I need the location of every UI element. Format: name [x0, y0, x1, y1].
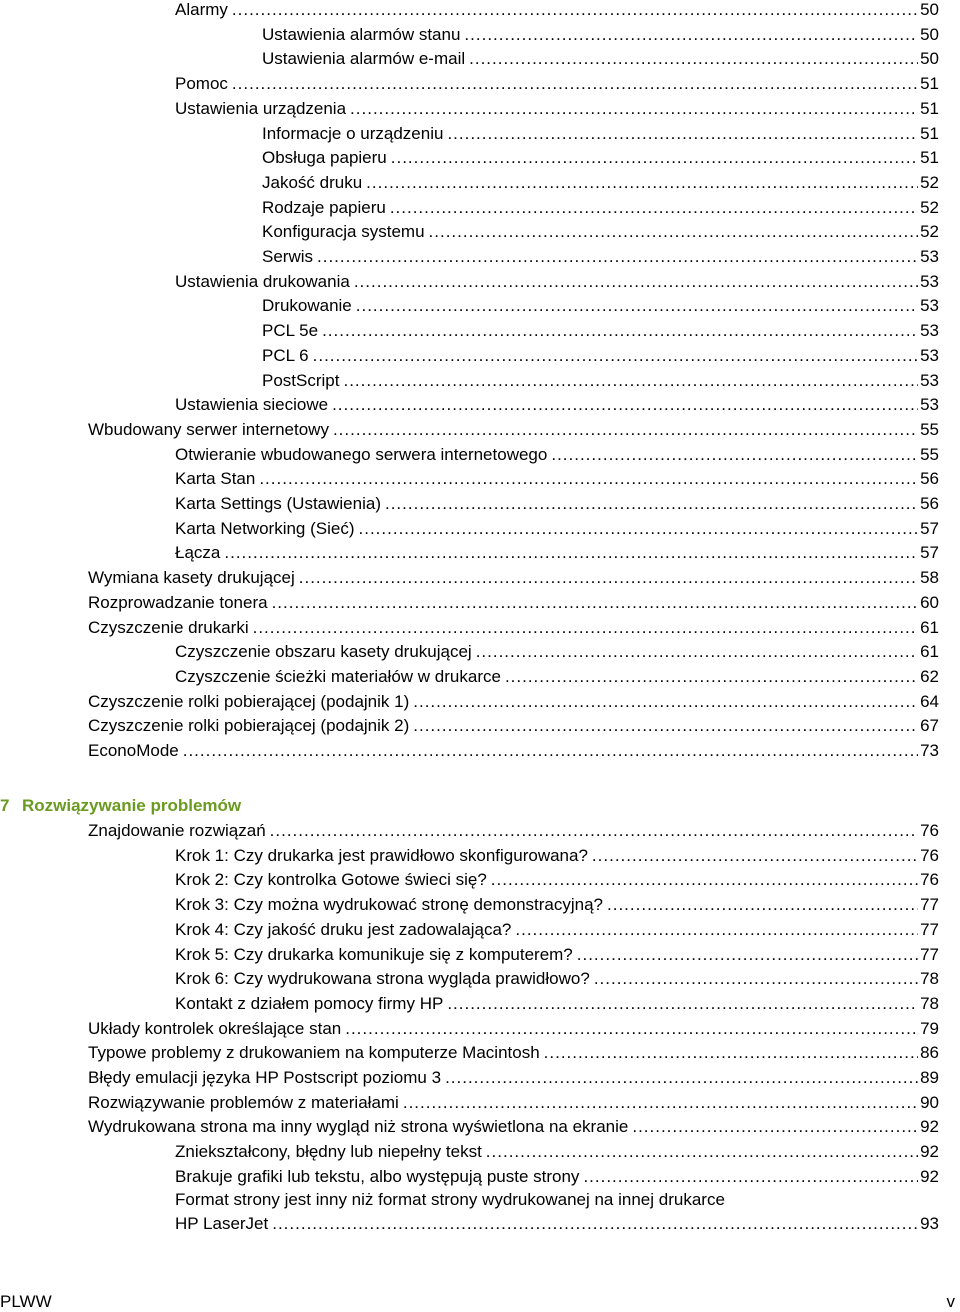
leader-dots — [486, 1140, 918, 1165]
leader-dots — [515, 918, 918, 943]
toc-entry[interactable] — [88, 1115, 939, 1140]
toc-entry[interactable] — [88, 591, 939, 616]
toc-entry-text: Czyszczenie drukarki — [88, 617, 249, 637]
toc-entry[interactable] — [88, 566, 939, 591]
footer-page-number: v — [946, 1292, 955, 1311]
toc-entry-page: 51 — [920, 123, 939, 143]
toc-entry[interactable] — [262, 47, 939, 72]
toc-entry[interactable] — [175, 443, 939, 468]
toc-entry-page: 67 — [920, 716, 939, 736]
toc-entry[interactable] — [88, 1041, 939, 1066]
leader-dots — [350, 97, 918, 122]
toc-entry[interactable] — [88, 1066, 939, 1091]
toc-entry-text: Drukowanie — [262, 296, 352, 316]
leader-dots — [345, 1017, 918, 1042]
toc-entry-page: 53 — [920, 271, 939, 291]
toc-entry-text: Ustawienia drukowania — [175, 271, 350, 291]
toc-entry[interactable] — [88, 1091, 939, 1116]
toc-entry[interactable] — [175, 492, 939, 517]
toc-entry-page: 55 — [920, 419, 939, 439]
toc-entry-text: Czyszczenie rolki pobierającej (podajnik 2) — [88, 716, 410, 736]
toc-entry-text: Czyszczenie obszaru kasety drukującej — [175, 642, 472, 662]
toc-entry[interactable] — [175, 967, 939, 992]
leader-dots — [583, 1165, 918, 1190]
toc-entry-page: 53 — [920, 321, 939, 341]
toc-entry-text: Czyszczenie ścieżki materiałów w drukarce — [175, 666, 501, 686]
toc-entry[interactable] — [88, 418, 939, 443]
toc-entry-page: 52 — [920, 172, 939, 192]
toc-entry-text: Wymiana kasety drukującej — [88, 568, 295, 588]
toc-entry[interactable] — [175, 1140, 939, 1165]
toc-entry[interactable] — [88, 819, 939, 844]
toc-entry-text: Wbudowany serwer internetowy — [88, 419, 329, 439]
toc-entry[interactable] — [175, 868, 939, 893]
toc-entry-page: 53 — [920, 296, 939, 316]
toc-entry-page: 77 — [920, 919, 939, 939]
toc-entry[interactable] — [88, 739, 939, 764]
toc-entry-page: 92 — [920, 1142, 939, 1162]
toc-entry[interactable] — [175, 844, 939, 869]
toc-entry-page: 53 — [920, 247, 939, 266]
leader-dots — [476, 640, 918, 665]
toc-entry[interactable] — [175, 640, 939, 665]
leader-dots — [391, 146, 918, 171]
toc-entry-text: Ustawienia alarmów e-mail — [262, 49, 466, 69]
toc-entry-text: PostScript — [262, 370, 340, 390]
toc-entry[interactable] — [262, 220, 939, 245]
toc-entry[interactable] — [262, 294, 939, 319]
leader-dots — [299, 566, 918, 591]
leader-dots — [413, 690, 918, 715]
toc-entry-page: 58 — [920, 568, 939, 588]
toc-entry-page: 79 — [920, 1018, 939, 1038]
leader-dots — [272, 1212, 918, 1237]
leader-dots — [577, 943, 918, 968]
toc-entry-page: 61 — [920, 617, 939, 637]
toc-entry-page: 62 — [920, 666, 939, 686]
toc-entry-text: Czyszczenie rolki pobierającej (podajnik 1) — [88, 691, 410, 711]
toc-entry[interactable] — [175, 517, 939, 542]
leader-dots — [413, 714, 918, 739]
toc-entry-text: Typowe problemy z drukowaniem na komputerze Macintosh — [88, 1043, 540, 1063]
toc-entry-text: Karta Settings (Ustawienia) — [175, 494, 381, 513]
toc-entry-page: 64 — [920, 691, 939, 711]
toc-entry-text: Wydrukowana strona ma inny wygląd niż strona wyświetlona na ekranie — [88, 1117, 629, 1137]
leader-dots — [592, 844, 918, 869]
toc-entry-text: Brakuje grafiki lub tekstu, albo występują puste strony — [175, 1166, 580, 1186]
toc-entry-text: Łącza — [175, 543, 221, 563]
chapter-number: 7 — [0, 796, 10, 815]
toc-entry-text: Jakość druku — [262, 172, 363, 192]
toc-entry-text: Ustawienia sieciowe — [175, 395, 329, 415]
toc-entry-page: 61 — [920, 642, 939, 662]
toc-entry[interactable] — [175, 541, 939, 566]
toc-entry[interactable] — [175, 992, 939, 1017]
toc-entry-page: 50 — [920, 24, 939, 44]
leader-dots — [317, 245, 918, 270]
leader-dots — [607, 893, 918, 918]
leader-dots — [232, 72, 918, 97]
toc-entry[interactable] — [175, 97, 939, 122]
toc-entry[interactable] — [175, 943, 939, 968]
toc-entry[interactable] — [175, 893, 939, 918]
toc-entry-page: 50 — [920, 0, 939, 19]
toc-entry[interactable] — [262, 146, 939, 171]
toc-entry-text: Krok 4: Czy jakość druku jest zadowalająca? — [175, 919, 512, 939]
leader-dots — [551, 443, 918, 468]
leader-dots — [270, 819, 918, 844]
toc-entry[interactable] — [175, 918, 939, 943]
toc-entry[interactable] — [262, 196, 939, 221]
toc-entry-page: 53 — [920, 370, 939, 390]
toc-entry-page: 73 — [920, 741, 939, 760]
toc-entry-text: Krok 5: Czy drukarka komunikuje się z komputerem? — [175, 944, 573, 964]
leader-dots — [429, 220, 919, 245]
leader-dots — [232, 0, 918, 23]
toc-entry-page: 92 — [920, 1117, 939, 1137]
toc-entry-page: 89 — [920, 1068, 939, 1087]
toc-entry-page: 55 — [920, 444, 939, 464]
leader-dots — [356, 294, 918, 319]
leader-dots — [224, 541, 918, 566]
toc-entry-page: 76 — [920, 870, 939, 890]
toc-entry[interactable] — [175, 467, 939, 492]
leader-dots — [366, 171, 918, 196]
toc-entry[interactable] — [175, 393, 939, 418]
leader-dots — [322, 319, 918, 344]
toc-entry-text: Obsługa papieru — [262, 148, 387, 168]
toc-entry-text: Rodzaje papieru — [262, 197, 386, 217]
toc-entry-text: Zniekształcony, błędny lub niepełny tekst — [175, 1142, 482, 1162]
toc-entry-text: Krok 1: Czy drukarka jest prawidłowo skonfigurowana? — [175, 845, 588, 865]
toc-entry-page: 52 — [920, 197, 939, 217]
toc-entry-page: 93 — [920, 1214, 939, 1233]
toc-entry-page: 76 — [920, 845, 939, 865]
toc-entry[interactable] — [88, 690, 939, 715]
toc-entry[interactable] — [262, 344, 939, 369]
toc-entry-text: Krok 6: Czy wydrukowana strona wygląda prawidłowo? — [175, 969, 590, 989]
toc-entry-text: Kontakt z działem pomocy firmy HP — [175, 993, 444, 1013]
toc-entry-page: 78 — [920, 993, 939, 1013]
toc-entry-page: 57 — [920, 518, 939, 538]
toc-entry-text: Karta Stan — [175, 469, 256, 489]
toc-entry-page: 53 — [920, 395, 939, 415]
toc-entry-text: Karta Networking (Sieć) — [175, 518, 355, 538]
toc-entry-page: 78 — [920, 969, 939, 989]
toc-entry-text: Układy kontrolek określające stan — [88, 1018, 342, 1038]
toc-entry-text: Rozwiązywanie problemów z materiałami — [88, 1092, 399, 1112]
toc-entry[interactable] — [262, 23, 939, 48]
toc-entry[interactable] — [175, 72, 939, 97]
toc-entry[interactable] — [262, 319, 939, 344]
toc-entry-page: 51 — [920, 98, 939, 118]
toc-entry-page: 57 — [920, 543, 939, 563]
footer-left: PLWW — [0, 1292, 52, 1311]
toc-entry-wrapped-line2[interactable] — [175, 1212, 939, 1237]
toc-entry-page: 50 — [920, 49, 939, 69]
toc-entry-text: EconoMode — [88, 741, 179, 760]
leader-dots — [632, 1115, 918, 1140]
toc-entry-text: Informacje o urządzeniu — [262, 123, 444, 143]
toc-entry-text: Otwieranie wbudowanego serwera internetowego — [175, 444, 548, 464]
toc-entry-page: 56 — [920, 494, 939, 513]
toc-entry[interactable] — [262, 245, 939, 270]
toc-entry[interactable] — [88, 1017, 939, 1042]
toc-entry-text: PCL 6 — [262, 345, 309, 365]
toc-entry-text: Format strony jest inny niż format strony wydrukowanej na innej drukarce — [175, 1190, 725, 1209]
leader-dots — [343, 369, 918, 394]
toc-entry-page: 92 — [920, 1166, 939, 1186]
toc-entry-wrapped-line1[interactable] — [175, 1188, 725, 1213]
toc-entry-text: Pomoc — [175, 74, 228, 94]
toc-entry[interactable] — [88, 714, 939, 739]
leader-dots — [403, 1091, 918, 1116]
toc-entry[interactable] — [262, 122, 939, 147]
toc-entry[interactable] — [175, 0, 939, 23]
toc-entry-text: HP LaserJet — [175, 1214, 269, 1233]
leader-dots — [505, 665, 918, 690]
toc-entry-text: Ustawienia urządzenia — [175, 98, 347, 118]
toc-entry-text: Błędy emulacji języka HP Postscript poziomu 3 — [88, 1068, 442, 1087]
toc-entry[interactable] — [175, 665, 939, 690]
leader-dots — [359, 517, 919, 542]
leader-dots — [544, 1041, 918, 1066]
leader-dots — [253, 616, 918, 641]
leader-dots — [594, 967, 918, 992]
toc-entry-page: 51 — [920, 74, 939, 94]
toc-entry-page: 52 — [920, 222, 939, 242]
toc-entry-page: 77 — [920, 944, 939, 964]
leader-dots — [385, 492, 918, 517]
leader-dots — [491, 868, 918, 893]
toc-entry-page: 90 — [920, 1092, 939, 1112]
leader-dots — [447, 122, 918, 147]
toc-entry-text: Krok 2: Czy kontrolka Gotowe świeci się? — [175, 870, 487, 890]
toc-entry[interactable] — [88, 616, 939, 641]
toc-entry-page: 60 — [920, 592, 939, 612]
toc-entry-text: PCL 5e — [262, 321, 319, 341]
toc-entry[interactable] — [175, 1165, 939, 1190]
leader-dots — [447, 992, 918, 1017]
chapter-heading[interactable] — [0, 794, 241, 819]
leader-dots — [332, 393, 918, 418]
leader-dots — [445, 1066, 918, 1091]
toc-entry-text: Znajdowanie rozwiązań — [88, 821, 266, 840]
leader-dots — [313, 344, 918, 369]
toc-entry-page: 51 — [920, 148, 939, 168]
toc-entry-text: Ustawienia alarmów stanu — [262, 24, 461, 44]
toc-entry-page: 76 — [920, 821, 939, 840]
toc-entry-text: Serwis — [262, 247, 314, 266]
leader-dots — [354, 270, 918, 295]
leader-dots — [469, 47, 918, 72]
leader-dots — [183, 739, 918, 764]
toc-entry-text: Alarmy — [175, 0, 228, 19]
leader-dots — [272, 591, 919, 616]
toc-entry-text: Krok 3: Czy można wydrukować stronę demonstracyjną? — [175, 895, 604, 915]
toc-entry-page: 86 — [920, 1043, 939, 1063]
toc-entry-page: 53 — [920, 345, 939, 365]
toc-entry[interactable] — [175, 270, 939, 295]
leader-dots — [464, 23, 918, 48]
leader-dots — [259, 467, 918, 492]
toc-entry-text: Konfiguracja systemu — [262, 222, 425, 242]
toc-entry[interactable] — [262, 369, 939, 394]
toc-entry-text: Rozprowadzanie tonera — [88, 592, 268, 612]
leader-dots — [390, 196, 918, 221]
chapter-title: Rozwiązywanie problemów — [22, 796, 242, 815]
toc-entry-page: 77 — [920, 895, 939, 915]
leader-dots — [333, 418, 918, 443]
toc-entry[interactable] — [262, 171, 939, 196]
toc-entry-page: 56 — [920, 469, 939, 489]
